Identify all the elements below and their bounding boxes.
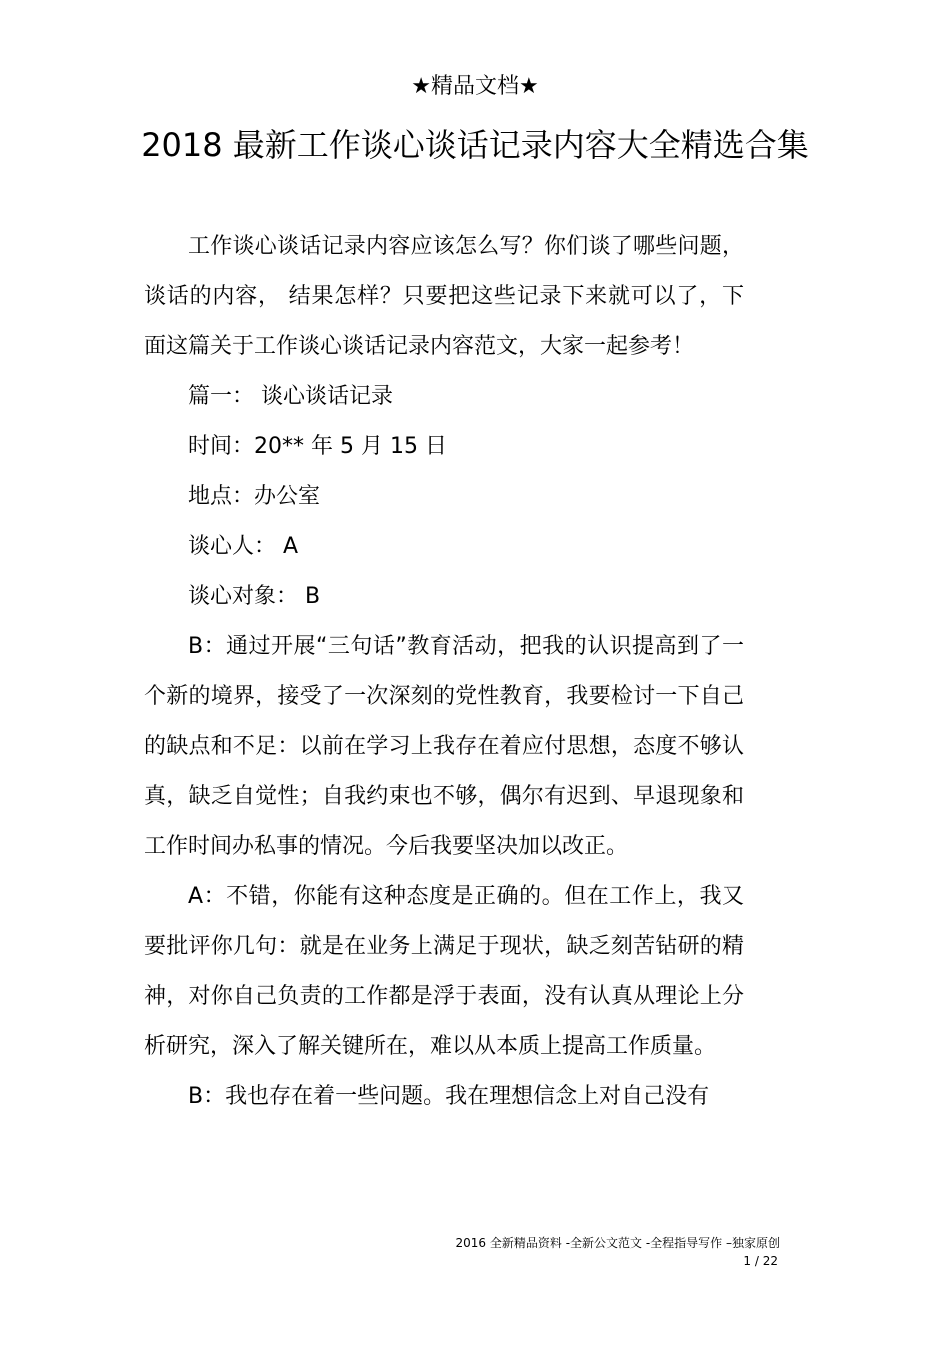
page-number	[400, 1252, 780, 1270]
dialogue-paragraph: B：通过开展“三句话”教育活动，把我的认识提高到了一个新的境界，接受了一次深刻的党性教育，我要检讨一下自己的缺点和不足：以前在学习上我存在着应付思想，态度不够认真，缺乏自觉性；自我约束也不够，偶尔有迟到、早退现象和工作时间办私事的情况。今后我要坚决加以改正。	[144, 634, 744, 859]
intro-paragraph: 工作谈心谈话记录内容应该怎么写？你们谈了哪些问题，谈话的内容， 结果怎样？只要把这些记录下来就可以了，下面这篇关于工作谈心谈话记录内容范文，大家一起参考！	[144, 234, 744, 359]
footer-tagline: 2016 全新精品资料 -全新公文范文 -全程指导写作 –独家原创	[455, 1236, 780, 1250]
document-body	[144, 222, 744, 1122]
record-interviewer: 谈心人： A	[188, 534, 299, 559]
page-total: 22	[762, 1254, 778, 1268]
document-header: ★精品文档★	[411, 74, 539, 99]
dialogue-paragraph: B：我也存在着一些问题。我在理想信念上对自己没有	[188, 1084, 710, 1109]
page-separator: /	[754, 1254, 759, 1268]
page-current: 1	[743, 1254, 752, 1268]
record-interviewee: 谈心对象： B	[188, 584, 321, 609]
dialogue-paragraph: A：不错，你能有这种态度是正确的。但在工作上，我又要批评你几句：就是在业务上满足于现状，缺乏刻苦钻研的精神，对你自己负责的工作都是浮于表面，没有认真从理论上分析研究，深入了解关键所在，难以从本质上提高工作质量。	[144, 884, 744, 1059]
page-footer	[400, 1234, 780, 1270]
record-location: 地点：办公室	[188, 484, 321, 509]
document-title: 2018 最新工作谈心谈话记录内容大全精选合集	[141, 126, 809, 164]
record-time: 时间：20** 年 5 月 15 日	[188, 434, 447, 459]
section-heading: 篇一： 谈心谈话记录	[188, 384, 393, 409]
